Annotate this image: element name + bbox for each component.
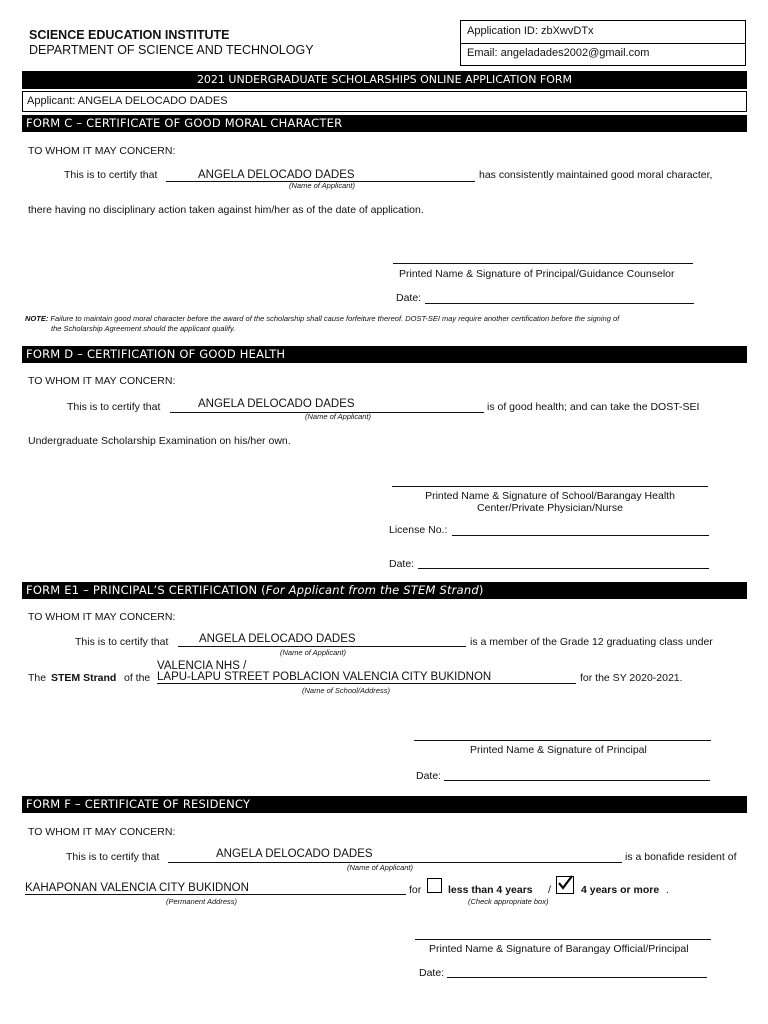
form-d-title: FORM D – CERTIFICATION OF GOOD HEALTH: [22, 346, 747, 363]
form-e1-school-caption: (Name of School/Address): [302, 686, 390, 695]
institute-name: SCIENCE EDUCATION INSTITUTE: [29, 28, 230, 42]
form-f-greeting: TO WHOM IT MAY CONCERN:: [28, 826, 176, 838]
form-e1-of-the: of the: [124, 672, 151, 684]
form-e1-school-year: for the SY 2020-2021.: [580, 672, 683, 684]
option-period: .: [666, 884, 669, 896]
form-d-date-label: Date:: [389, 558, 415, 570]
form-e1-school-name: VALENCIA NHS /: [157, 660, 247, 672]
applicant-email: Email: angeladades2002@gmail.com: [467, 47, 650, 59]
application-id: Application ID: zbXwvDTx: [467, 25, 594, 37]
form-f-for-label: for: [409, 884, 422, 896]
form-e1-school-address: LAPU-LAPU STREET POBLACION VALENCIA CITY BUKIDNON: [157, 671, 492, 683]
form-c-title: FORM C – CERTIFICATE OF GOOD MORAL CHARACTER: [22, 115, 747, 132]
form-f-check-caption: (Check appropriate box): [468, 897, 549, 906]
form-f-title: FORM F – CERTIFICATE OF RESIDENCY: [22, 796, 747, 813]
form-d-date-line: [418, 568, 709, 569]
form-d-certify-text-end: is of good health; and can take the DOST-SEI: [487, 401, 700, 413]
form-c-certify-text: This is to certify that: [64, 169, 158, 181]
4-years-or-more-label: 4 years or more: [581, 884, 660, 896]
form-c-signature-caption: Printed Name & Signature of Principal/Guidance Counselor: [399, 268, 675, 280]
form-e1-name-caption: (Name of Applicant): [280, 648, 346, 657]
form-f-date-label: Date:: [419, 967, 445, 979]
form-e1-title-italic: For Applicant from the STEM Strand: [265, 583, 479, 597]
note-label: NOTE:: [25, 314, 49, 323]
form-e1-greeting: TO WHOM IT MAY CONCERN:: [28, 611, 176, 623]
form-f-name-caption: (Name of Applicant): [347, 863, 413, 872]
form-main-title: 2021 UNDERGRADUATE SCHOLARSHIPS ONLINE APPLICATION FORM: [22, 71, 747, 89]
form-e1-school-line: [157, 683, 576, 684]
form-e1-certify-text-end: is a member of the Grade 12 graduating class under: [470, 636, 713, 648]
id-box-divider: [461, 43, 745, 44]
form-d-applicant-name: ANGELA DELOCADO DADES: [198, 398, 355, 410]
form-d-license-line: [452, 535, 709, 536]
checkmark-icon: [556, 874, 574, 892]
form-f-date-line: [447, 977, 707, 978]
note-text: Failure to maintain good moral character before the award of the scholarship shall cause forfeiture thereof. DOST-SEI may require another certification before the signing of: [48, 314, 620, 323]
form-f-signature-caption: Printed Name & Signature of Barangay Official/Principal: [429, 943, 689, 955]
form-e1-title-main: FORM E1 – PRINCIPAL’S CERTIFICATION (: [26, 583, 266, 597]
form-c-date-line: [425, 303, 694, 304]
applicant-name-box: Applicant: ANGELA DELOCADO DADES: [22, 91, 747, 112]
form-d-name-caption: (Name of Applicant): [305, 412, 371, 421]
form-c-applicant-name: ANGELA DELOCADO DADES: [198, 169, 355, 181]
form-e1-certify-text: This is to certify that: [75, 636, 169, 648]
form-e1-date-label: Date:: [416, 770, 442, 782]
form-c-greeting: TO WHOM IT MAY CONCERN:: [28, 145, 176, 157]
form-d-signature-caption-2: Center/Private Physician/Nurse: [477, 502, 623, 514]
form-c-certify-text-end: has consistently maintained good moral character,: [479, 169, 713, 181]
form-c-signature-line: [393, 263, 693, 264]
form-d-signature-caption-1: Printed Name & Signature of School/Barangay Health: [425, 490, 675, 502]
form-d-signature-line: [392, 486, 708, 487]
form-e1-signature-caption: Printed Name & Signature of Principal: [470, 744, 647, 756]
form-d-certify-text: This is to certify that: [67, 401, 161, 413]
form-f-certify-text-end: is a bonafide resident of: [625, 851, 737, 863]
form-e1-title-end: ): [478, 583, 484, 597]
form-c-name-caption: (Name of Applicant): [289, 181, 355, 190]
form-e1-the: The: [28, 672, 47, 684]
form-f-applicant-name: ANGELA DELOCADO DADES: [216, 848, 373, 860]
form-f-signature-line: [415, 939, 711, 940]
form-f-address-caption: (Permanent Address): [166, 897, 238, 906]
form-e1-name-line: [178, 646, 466, 647]
form-e1-title: [22, 582, 747, 599]
form-e1-signature-line: [414, 740, 711, 741]
form-c-note: [25, 314, 745, 334]
form-e1-stem-strand: STEM Strand: [51, 672, 117, 684]
note-text-line2: the Scholarship Agreement should the applicant qualify.: [51, 324, 236, 333]
department-name: DEPARTMENT OF SCIENCE AND TECHNOLOGY: [29, 43, 314, 57]
4-years-or-more-checkbox[interactable]: [556, 876, 574, 894]
less-than-4-years-checkbox[interactable]: [427, 878, 442, 893]
option-separator: /: [548, 884, 551, 896]
less-than-4-years-label: less than 4 years: [448, 884, 533, 896]
form-f-permanent-address: KAHAPONAN VALENCIA CITY BUKIDNON: [25, 882, 249, 894]
form-f-certify-text: This is to certify that: [66, 851, 160, 863]
form-d-greeting: TO WHOM IT MAY CONCERN:: [28, 375, 176, 387]
application-id-box: [460, 20, 746, 66]
form-e1-applicant-name: ANGELA DELOCADO DADES: [199, 633, 356, 645]
form-c-line2: there having no disciplinary action taken against him/her as of the date of application.: [28, 204, 424, 216]
form-f-address-line: [25, 894, 406, 895]
form-c-date-label: Date:: [396, 292, 422, 304]
form-d-license-label: License No.:: [389, 524, 448, 536]
form-d-line2: Undergraduate Scholarship Examination on his/her own.: [28, 435, 291, 447]
form-e1-date-line: [444, 780, 710, 781]
